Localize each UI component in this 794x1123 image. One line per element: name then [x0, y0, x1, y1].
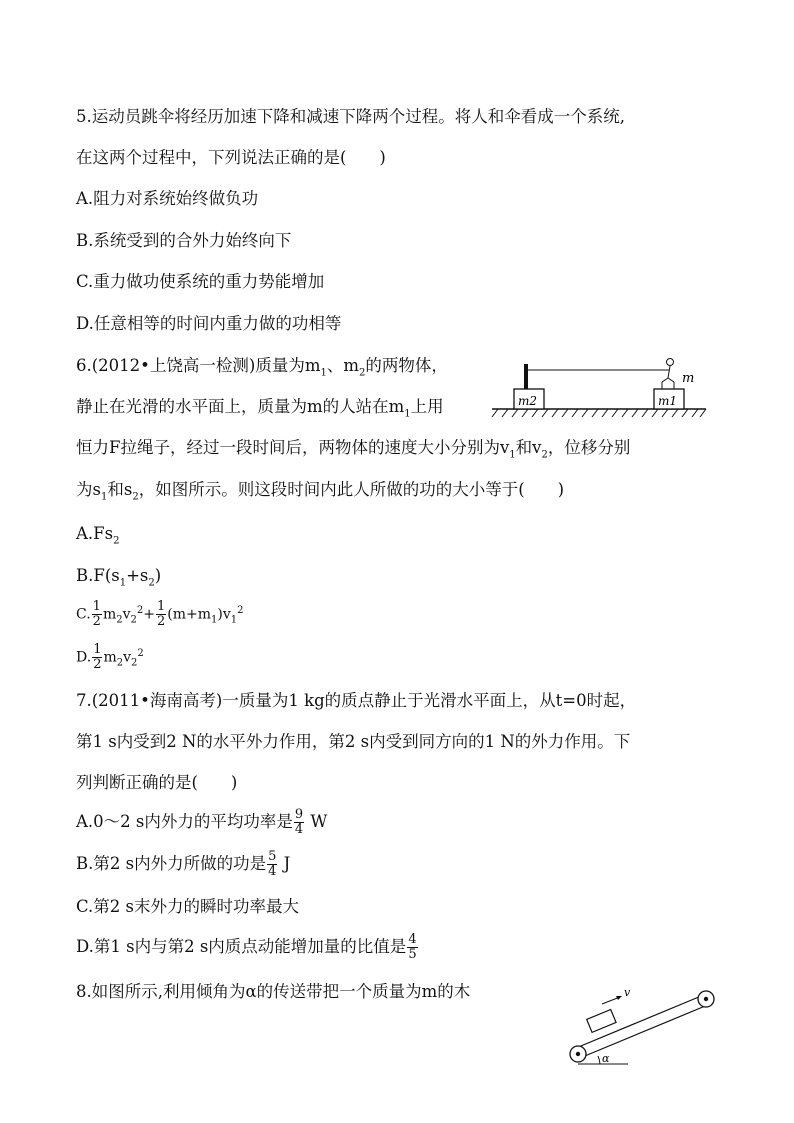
- q5-option-a: A.阻力对系统始终做负功: [76, 189, 259, 208]
- q7-stem-line3: 列判断正确的是( ): [76, 773, 238, 792]
- q5-option-d: D.任意相等的时间内重力做的功相等: [76, 314, 342, 333]
- q6-stem-line1: 6.(2012•上饶高一检测)质量为$m_1$、$m_2$的两物体，: [76, 356, 448, 379]
- q6-option-d: D. $\frac{1}{2}$ $m_2v_2^2$: [76, 642, 144, 673]
- q7-option-a: A.0～2 s内外力的平均功率是 $\frac{9}{4}$ W: [76, 807, 328, 837]
- q7-option-d: D.第1 s内与第2 s内质点动能增加量的比值是 $\frac{4}{5}$: [76, 932, 417, 962]
- q6-figure-label-m1: m1: [658, 394, 678, 408]
- q6-figure-label-m: m: [682, 371, 695, 386]
- q8-figure-label-alpha: α: [602, 1052, 610, 1065]
- q8-figure: [556, 980, 726, 1070]
- q7-stem-line2: 第1 s内受到2 N的水平外力作用，第2 s内受到同方向的1 N的外力作用。下: [76, 732, 631, 751]
- q6-option-b: $B.F(s_1+s_2)$: [76, 566, 162, 589]
- q6-option-a: $A.Fs_2$: [76, 524, 120, 547]
- q7-stem-line1: 7.(2011•海南高考)一质量为1 kg的质点静止于光滑水平面上，从t=0时起，: [76, 691, 637, 710]
- q6-figure: [488, 352, 710, 422]
- q6-stem-line3: 恒力F拉绳子，经过一段时间后，两物体的速度大小分别为$v_1$和$v_2$，位移分别: [76, 438, 631, 461]
- q6-stem-line2: 静止在光滑的水平面上，质量为m的人站在$m_1$上用: [76, 397, 444, 420]
- q7-option-c: C.第2 s末外力的瞬时功率最大: [76, 897, 299, 916]
- q5-stem-line1: 5.运动员跳伞将经历加速下降和减速下降两个过程。将人和伞看成一个系统,: [76, 107, 625, 126]
- person-icon: [662, 359, 674, 390]
- q6-figure-label-m2: m2: [518, 394, 538, 408]
- q5-option-c: C.重力做功使系统的重力势能增加: [76, 272, 325, 291]
- q8-stem-line1: 8.如图所示,利用倾角为α的传送带把一个质量为m的木: [76, 982, 471, 1001]
- q6-option-c: C. $\frac{1}{2}$ $m_2v_2^2+$ $\frac{1}{2}$ $(m+m_1)v_1^2$: [76, 599, 244, 630]
- q5-option-b: B.系统受到的合外力始终向下: [76, 231, 292, 250]
- q7-option-b: B.第2 s内外力所做的功是 $\frac{5}{4}$ J: [76, 849, 291, 879]
- q5-stem-line2: 在这两个过程中，下列说法正确的是( ): [76, 148, 386, 167]
- q8-figure-label-v: v: [624, 986, 631, 999]
- q6-stem-line4: 为$s_1$和$s_2$，如图所示。则这段时间内此人所做的功的大小等于( ): [76, 480, 565, 503]
